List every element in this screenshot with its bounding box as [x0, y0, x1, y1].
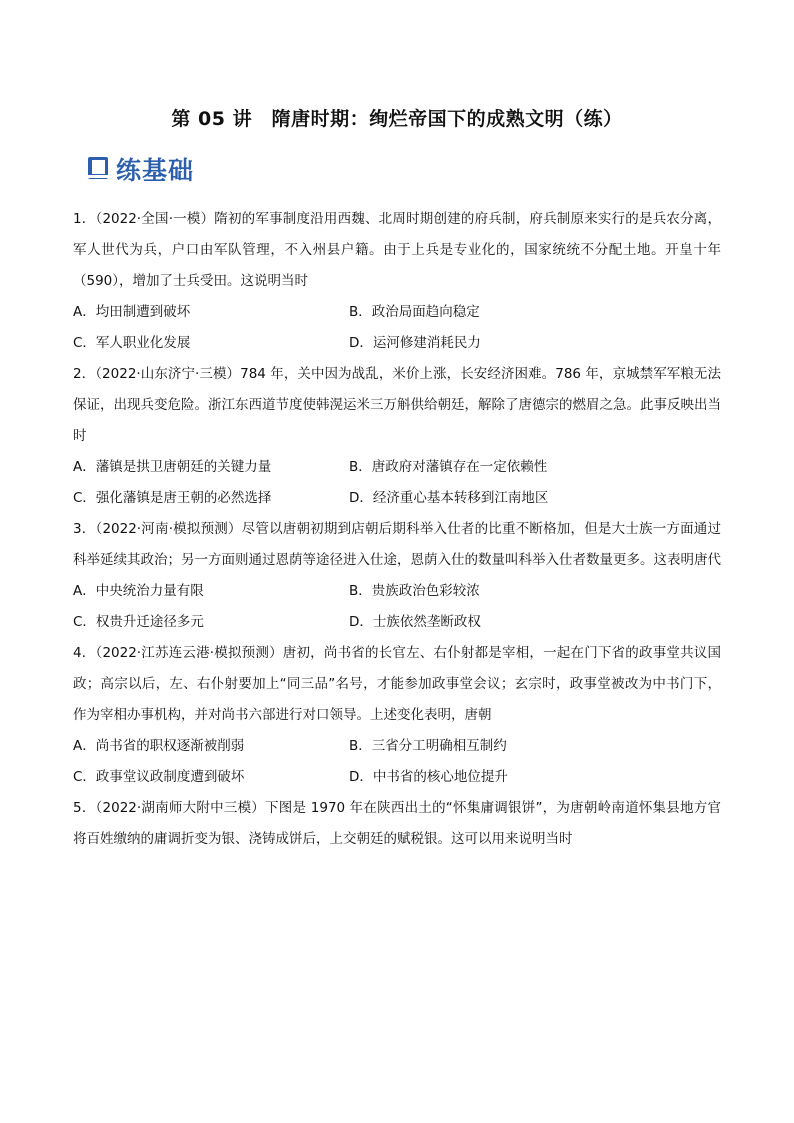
option-c: C．权贵升迁途径多元: [73, 614, 204, 630]
question-2: [73, 359, 721, 514]
option-a: A．中央统治力量有限: [73, 583, 204, 599]
book-icon: [88, 157, 110, 181]
question-text: 2．（2022·山东济宁·三模）784 年，关中因为战乱，米价上涨，长安经济困难。786 年，京城禁军军粮无法保证，出现兵变危险。浙江东西道节度使韩滉运米三万斛供给朝廷，解除了唐德宗的燃眉之急。此事反映出当时: [73, 366, 721, 444]
question-text: 1．（2022·全国·一模）隋初的军事制度沿用西魏、北周时期创建的府兵制，府兵制原来实行的是兵农分离，军人世代为兵，户口由军队管理，不入州县户籍。由于上兵是专业化的，国家统统不分配土地。开皇十年（590），增加了士兵受田。这说明当时: [73, 211, 721, 289]
options: [73, 576, 721, 638]
option-a: A．尚书省的职权逐渐被削弱: [73, 738, 245, 754]
section-label: 练基础: [116, 156, 195, 185]
option-d: D．运河修建消耗民力: [349, 335, 481, 351]
options: [73, 731, 721, 793]
option-a: A．均田制遭到破坏: [73, 304, 191, 320]
options: [73, 452, 721, 514]
option-a: A．藩镇是拱卫唐朝廷的关键力量: [73, 459, 272, 475]
option-d: D．士族依然垄断政权: [349, 614, 481, 630]
option-b: B．贵族政治色彩较浓: [349, 583, 480, 599]
section-header: [88, 152, 194, 186]
page-title: 第 05 讲 隋唐时期：绚烂帝国下的成熟文明（练）: [171, 108, 623, 130]
question-3: [73, 514, 721, 638]
question-text: 3．（2022·河南·模拟预测）尽管以唐朝初期到店朝后期科举入仕者的比重不断格加，但是大士族一方面通过科举延续其政治；另一方面则通过恩荫等途径进入仕途，恩荫入仕的数量叫科举入仕者数量更多。这表明唐代: [73, 521, 721, 568]
question-4: [73, 638, 721, 793]
options: [73, 297, 721, 359]
question-text: 5．（2022·湖南师大附中三模）下图是 1970 年在陕西出土的“怀集庸调银饼”，为唐朝岭南道怀集县地方官将百姓缴纳的庸调折变为银、浇铸成饼后，上交朝廷的赋税银。这可以用来说明当时: [73, 800, 721, 847]
option-b: B．政治局面趋向稳定: [349, 304, 480, 320]
option-c: C．军人职业化发展: [73, 335, 191, 351]
option-d: D．中书省的核心地位提升: [349, 769, 508, 785]
question-5: [73, 793, 721, 855]
question-1: [73, 204, 721, 359]
option-c: C．强化藩镇是唐王朝的必然选择: [73, 490, 272, 506]
question-text: 4．（2022·江苏连云港·模拟预测）唐初，尚书省的长官左、右仆射都是宰相，一起在门下省的政事堂共议国政；高宗以后，左、右仆射要加上“同三品”名号，才能参加政事堂会议；玄宗时，政事堂被改为中书门下，作为宰相办事机构，并对尚书六部进行对口领导。上述变化表明，唐朝: [73, 645, 721, 723]
option-b: B．三省分工明确相互制约: [349, 738, 507, 754]
option-b: B．唐政府对藩镇存在一定依赖性: [349, 459, 548, 475]
option-d: D．经济重心基本转移到江南地区: [349, 490, 549, 506]
question-list: [73, 204, 721, 855]
option-c: C．政事堂议政制度遭到破坏: [73, 769, 245, 785]
